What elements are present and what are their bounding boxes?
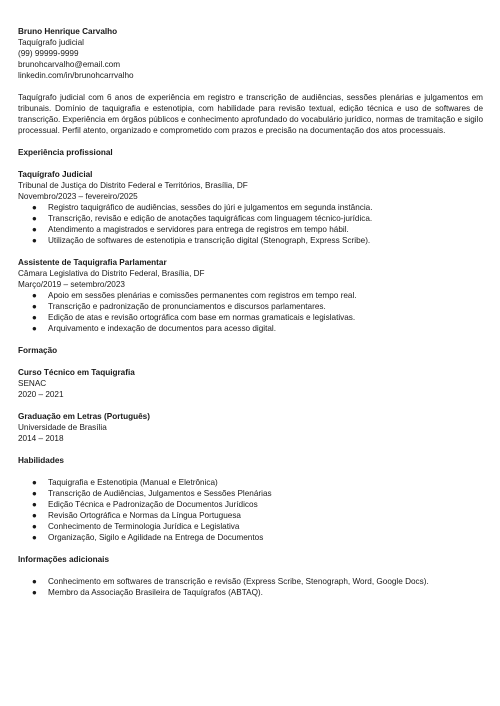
bullet-icon: ●: [32, 577, 37, 586]
professional-summary: Taquígrafo judicial com 6 anos de experiência em registro e transcrição de audiências, sessões plenárias e julgamentos em tribunais. Domínio de taquigrafia e estenotipia, com habilidade para revisão textual, edição técnica e uso de softwares de transcrição. Experiência em órgãos públicos e conhecimento aprofundado do vocabulário jurídico, normas de tramitação e sigilo processual. Perfil atento, organizado e comprometido com prazos e precisão na documentação dos atos processuais.: [18, 93, 483, 135]
list-item: [18, 532, 483, 543]
list-item-text: Utilização de softwares de estenotipia e transcrição digital (Stenograph, Express Scribe).: [48, 236, 371, 245]
list-item: [18, 202, 483, 213]
list-item: [18, 488, 483, 499]
job-entry: [18, 257, 483, 334]
bullet-icon: ●: [32, 489, 37, 498]
list-item: [18, 224, 483, 235]
education-entry: [18, 411, 483, 444]
candidate-linkedin: linkedin.com/in/brunohcarrvalho: [18, 71, 134, 80]
list-item-text: Apoio em sessões plenárias e comissões permanentes com registros em tempo real.: [48, 291, 357, 300]
job-period: Novembro/2023 – fevereiro/2025: [18, 192, 138, 201]
bullet-icon: ●: [32, 533, 37, 542]
list-item: [18, 477, 483, 488]
skills-section-title: Habilidades: [18, 456, 64, 465]
list-item-text: Transcrição de Audiências, Julgamentos e Sessões Plenárias: [48, 489, 272, 498]
list-item: [18, 213, 483, 224]
list-item-text: Conhecimento de Terminologia Jurídica e Legislativa: [48, 522, 240, 531]
additional-info-section-title: Informações adicionais: [18, 555, 110, 564]
list-item-text: Organização, Sigilo e Agilidade na Entrega de Documentos: [48, 533, 264, 542]
list-item: [18, 290, 483, 301]
bullet-icon: ●: [32, 236, 37, 245]
education-entry: [18, 367, 483, 400]
list-item: [18, 312, 483, 323]
list-item-text: Transcrição, revisão e edição de anotações taquigráficas com linguagem técnico-jurídica.: [48, 214, 373, 223]
job-role: Assistente de Taquigrafia Parlamentar: [18, 258, 167, 267]
bullet-icon: ●: [32, 522, 37, 531]
list-item: [18, 587, 483, 598]
job-organization: Tribunal de Justiça do Distrito Federal e Territórios, Brasília, DF: [18, 181, 248, 190]
list-item-text: Revisão Ortográfica e Normas da Língua Portuguesa: [48, 511, 241, 520]
bullet-icon: ●: [32, 313, 37, 322]
list-item-text: Arquivamento e indexação de documentos para acesso digital.: [48, 324, 277, 333]
list-item-text: Membro da Associação Brasileira de Taquígrafos (ABTAQ).: [48, 588, 263, 597]
bullet-icon: ●: [32, 324, 37, 333]
candidate-phone: (99) 99999-9999: [18, 49, 79, 58]
additional-info-list: [18, 576, 483, 598]
candidate-role: Taquígrafo judicial: [18, 38, 84, 47]
list-item-text: Edição de atas e revisão ortográfica com base em normas gramaticais e legislativas.: [48, 313, 356, 322]
bullet-icon: ●: [32, 291, 37, 300]
bullet-icon: ●: [32, 225, 37, 234]
bullet-icon: ●: [32, 302, 37, 311]
job-organization: Câmara Legislativa do Distrito Federal, Brasília, DF: [18, 269, 205, 278]
list-item-text: Edição Técnica e Padronização de Documentos Jurídicos: [48, 500, 258, 509]
list-item: [18, 521, 483, 532]
course-period: 2020 – 2021: [18, 390, 64, 399]
list-item-text: Conhecimento em softwares de transcrição e revisão (Express Scribe, Stenograph, Word, Google Docs).: [48, 577, 429, 586]
job-responsibilities: [18, 290, 483, 334]
list-item-text: Registro taquigráfico de audiências, sessões do júri e julgamentos em segunda instância.: [48, 203, 373, 212]
candidate-email: brunohcarvalho@email.com: [18, 60, 121, 69]
job-responsibilities: [18, 202, 483, 246]
education-section-title: Formação: [18, 346, 58, 355]
list-item-text: Transcrição e padronização de pronunciamentos e discursos parlamentares.: [48, 302, 326, 311]
list-item-text: Taquigrafia e Estenotipia (Manual e Eletrônica): [48, 478, 218, 487]
bullet-icon: ●: [32, 478, 37, 487]
bullet-icon: ●: [32, 588, 37, 597]
list-item: [18, 510, 483, 521]
resume-page: [18, 26, 483, 598]
experience-section-title: Experiência profissional: [18, 148, 113, 157]
skills-list: [18, 477, 483, 543]
bullet-icon: ●: [32, 500, 37, 509]
list-item: [18, 235, 483, 246]
bullet-icon: ●: [32, 203, 37, 212]
list-item: [18, 301, 483, 312]
course-period: 2014 – 2018: [18, 434, 64, 443]
job-entry: [18, 169, 483, 246]
job-period: Março/2019 – setembro/2023: [18, 280, 125, 289]
job-role: Taquígrafo Judicial: [18, 170, 93, 179]
list-item: [18, 499, 483, 510]
candidate-name: Bruno Henrique Carvalho: [18, 27, 118, 36]
contact-header: [18, 26, 483, 81]
course-name: Curso Técnico em Taquigrafia: [18, 368, 135, 377]
school-name: SENAC: [18, 379, 47, 388]
list-item: [18, 576, 483, 587]
list-item: [18, 323, 483, 334]
school-name: Universidade de Brasília: [18, 423, 107, 432]
bullet-icon: ●: [32, 214, 37, 223]
course-name: Graduação em Letras (Português): [18, 412, 150, 421]
list-item-text: Atendimento a magistrados e servidores para entrega de registros em tempo hábil.: [48, 225, 349, 234]
bullet-icon: ●: [32, 511, 37, 520]
